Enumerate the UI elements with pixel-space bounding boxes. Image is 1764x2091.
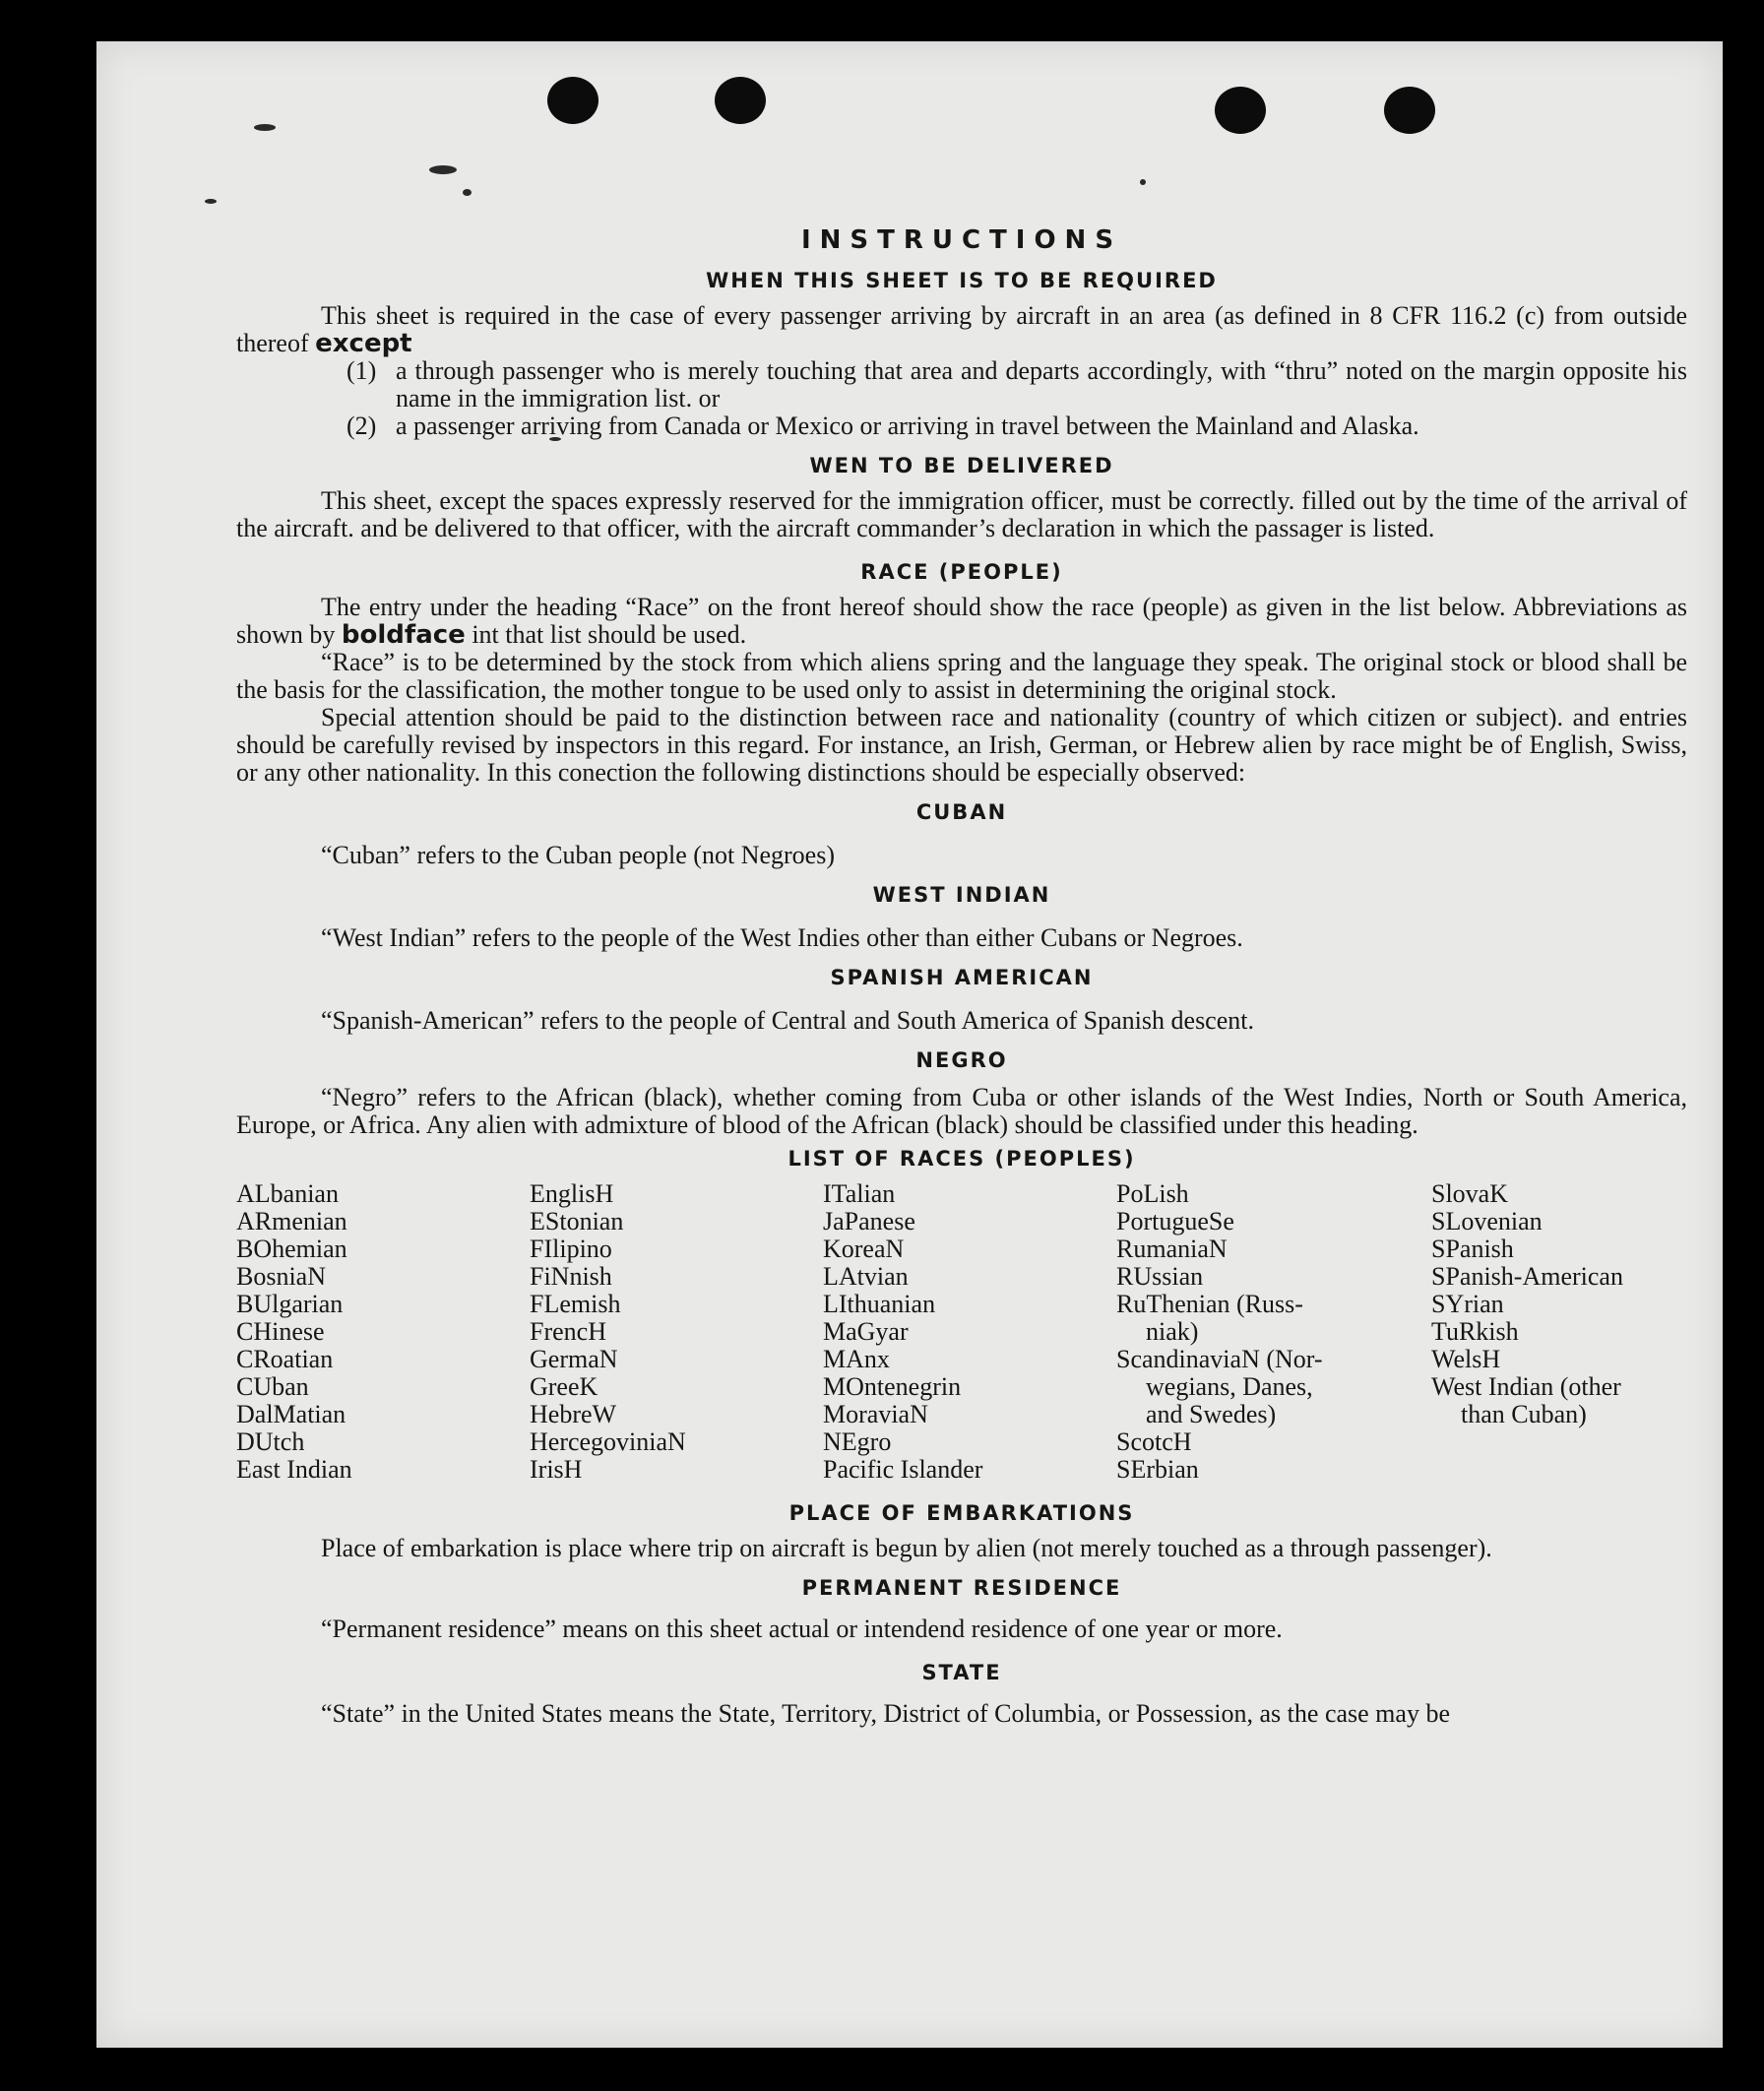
race-entry: DalMatian <box>236 1400 346 1428</box>
races-list <box>236 1180 1687 1484</box>
race-entry: RumaniaN <box>1116 1235 1228 1263</box>
race-entry: DUtch <box>236 1427 305 1456</box>
race-entry: CHinese <box>236 1317 325 1346</box>
race-entry: niak) <box>1146 1317 1199 1346</box>
heading-required: WHEN THIS SHEET IS TO BE REQUIRED <box>706 269 1218 292</box>
race-entry: SPanish <box>1431 1235 1514 1263</box>
required-text: This sheet is required in the case of every passenger arriving by aircraft in an area (as defined in 8 CFR 116.2 (c) from outside thereof <box>236 301 1687 357</box>
race-entry: SlovaK <box>1431 1179 1508 1208</box>
race-entry: West Indian (other <box>1431 1372 1621 1401</box>
race-entry: FrencH <box>530 1317 606 1346</box>
race-entry: PortugueSe <box>1116 1207 1234 1236</box>
race-entry: PoLish <box>1116 1179 1189 1208</box>
race-entry: SYrian <box>1431 1290 1504 1318</box>
heading-race: RACE (PEOPLE) <box>860 560 1063 584</box>
item-number: (2) <box>346 412 377 440</box>
west-indian-paragraph: “West Indian” refers to the people of the West Indies other than either Cubans or Negroes. <box>321 923 1243 952</box>
race-entry: GreeK <box>530 1372 598 1401</box>
heading-delivered: WEN TO BE DELIVERED <box>809 454 1114 477</box>
punch-hole <box>547 77 598 124</box>
heading-negro: NEGRO <box>915 1048 1008 1072</box>
scan-speck <box>429 165 457 174</box>
races-column-4 <box>1116 1180 1431 1484</box>
race-entry: MaGyar <box>823 1317 909 1346</box>
page-title: INSTRUCTIONS <box>800 225 1123 255</box>
race-entry: GermaN <box>530 1345 618 1373</box>
race-paragraph-2: “Race” is to be determined by the stock from which aliens spring and the language they speak. The original stock or blood shall be the basis for the classification, the mother tongue to be used only to assist in determining the original stock. <box>236 648 1687 704</box>
race-entry: TuRkish <box>1431 1317 1519 1346</box>
race-entry: BosniaN <box>236 1262 326 1291</box>
delivered-paragraph: This sheet, except the spaces expressly reserved for the immigration officer, must be correctly. filled out by the time of the arrival of the aircraft. and be delivered to that officer, with the aircraft commander’s declaration in which the passager is listed. <box>236 486 1687 542</box>
heading-permanent-residence: PERMANENT RESIDENCE <box>801 1576 1122 1600</box>
race-entry: CUban <box>236 1372 309 1401</box>
race-entry: East Indian <box>236 1455 352 1484</box>
state-paragraph: “State” in the United States means the State, Territory, District of Columbia, or Possession, as the case may be <box>321 1699 1450 1728</box>
race-entry: HebreW <box>530 1400 617 1428</box>
document-sheet <box>96 41 1723 2048</box>
except-keyword: except <box>315 329 412 358</box>
races-column-2 <box>530 1180 823 1484</box>
heading-state: STATE <box>921 1661 1002 1684</box>
race-entry: FiNnish <box>530 1262 612 1291</box>
race-text-start: The entry under the heading “Race” on the front hereof should show the race (people) as given in the list below. Abbreviations as shown by <box>236 593 1687 649</box>
item-text: a passenger arriving from Canada or Mexico or arriving in travel between the Mainland and Alaska. <box>396 412 1419 440</box>
scan-speck <box>205 199 217 204</box>
race-entry: MoraviaN <box>823 1400 928 1428</box>
boldface-keyword: boldface <box>341 620 466 650</box>
embarkation-paragraph: Place of embarkation is place where trip on aircraft is begun by alien (not merely touched as a through passenger). <box>321 1534 1492 1562</box>
race-entry: ITalian <box>823 1179 896 1208</box>
negro-paragraph: “Negro” refers to the African (black), whether coming from Cuba or other islands of the West Indies, North or South America, Europe, or Africa. Any alien with admixture of blood of the African (black) should be classified under this heading. <box>236 1083 1687 1139</box>
race-text-end: int that list should be used. <box>472 620 747 649</box>
heading-list-of-races: LIST OF RACES (PEOPLES) <box>788 1147 1136 1171</box>
race-entry: CRoatian <box>236 1345 334 1373</box>
race-entry: ScandinaviaN (Nor- <box>1116 1345 1323 1373</box>
race-entry: ScotcH <box>1116 1427 1192 1456</box>
spanish-american-paragraph: “Spanish-American” refers to the people of Central and South America of Spanish descent. <box>321 1006 1254 1035</box>
race-entry: LAtvian <box>823 1262 909 1291</box>
race-entry: IrisH <box>530 1455 583 1484</box>
race-entry: KoreaN <box>823 1235 905 1263</box>
heading-embarkation: PLACE OF EMBARKATIONS <box>788 1501 1135 1525</box>
race-entry: NEgro <box>823 1427 892 1456</box>
races-column-3 <box>823 1180 1116 1484</box>
races-column-1 <box>236 1180 530 1484</box>
race-entry: Pacific Islander <box>823 1455 983 1484</box>
race-entry: WelsH <box>1431 1345 1501 1373</box>
race-entry: SErbian <box>1116 1455 1199 1484</box>
heading-spanish-american: SPANISH AMERICAN <box>830 966 1094 989</box>
race-entry: than Cuban) <box>1461 1400 1587 1428</box>
race-entry: HercegoviniaN <box>530 1427 686 1456</box>
punch-hole <box>1215 87 1266 134</box>
race-entry: MAnx <box>823 1345 890 1373</box>
punch-hole <box>1384 87 1435 134</box>
race-entry: FIlipino <box>530 1235 612 1263</box>
race-entry: RuThenian (Russ- <box>1116 1290 1303 1318</box>
heading-cuban: CUBAN <box>915 800 1008 824</box>
race-entry: BUlgarian <box>236 1290 344 1318</box>
race-entry: ARmenian <box>236 1207 347 1236</box>
residence-paragraph: “Permanent residence” means on this sheet actual or intendend residence of one year or more. <box>321 1615 1283 1643</box>
item-number: (1) <box>346 356 377 385</box>
race-entry: EnglisH <box>530 1179 614 1208</box>
exception-item <box>346 357 1687 412</box>
race-entry: and Swedes) <box>1146 1400 1277 1428</box>
required-paragraph <box>236 302 1687 357</box>
instructions-content <box>236 184 1687 1728</box>
heading-west-indian: WEST INDIAN <box>872 883 1051 907</box>
race-entry: BOhemian <box>236 1235 347 1263</box>
race-entry: LIthuanian <box>823 1290 936 1318</box>
race-entry: JaPanese <box>823 1207 915 1236</box>
race-paragraph-1 <box>236 594 1687 649</box>
item-text: a through passenger who is merely touching that area and departs accordingly, with “thru” noted on the margin opposite his name in the immigration list. or <box>396 356 1687 412</box>
punch-hole <box>715 77 766 124</box>
race-entry: EStonian <box>530 1207 624 1236</box>
exception-item <box>346 412 1687 440</box>
race-paragraph-3: Special attention should be paid to the distinction between race and nationality (country of which citizen or subject). and entries should be carefully revised by inspectors in this regard. For instance, an Irish, German, or Hebrew alien by race might be of English, Swiss, or any other nationality. In this conection the following distinctions should be especially observed: <box>236 703 1687 787</box>
race-entry: RUssian <box>1116 1262 1204 1291</box>
races-column-5 <box>1431 1180 1687 1484</box>
race-entry: MOntenegrin <box>823 1372 962 1401</box>
race-entry: wegians, Danes, <box>1146 1372 1313 1401</box>
race-entry: SPanish-American <box>1431 1262 1623 1291</box>
race-entry: ALbanian <box>236 1179 339 1208</box>
scan-speck <box>254 124 276 131</box>
cuban-paragraph: “Cuban” refers to the Cuban people (not Negroes) <box>321 841 835 869</box>
race-entry: SLovenian <box>1431 1207 1543 1236</box>
race-entry: FLemish <box>530 1290 621 1318</box>
